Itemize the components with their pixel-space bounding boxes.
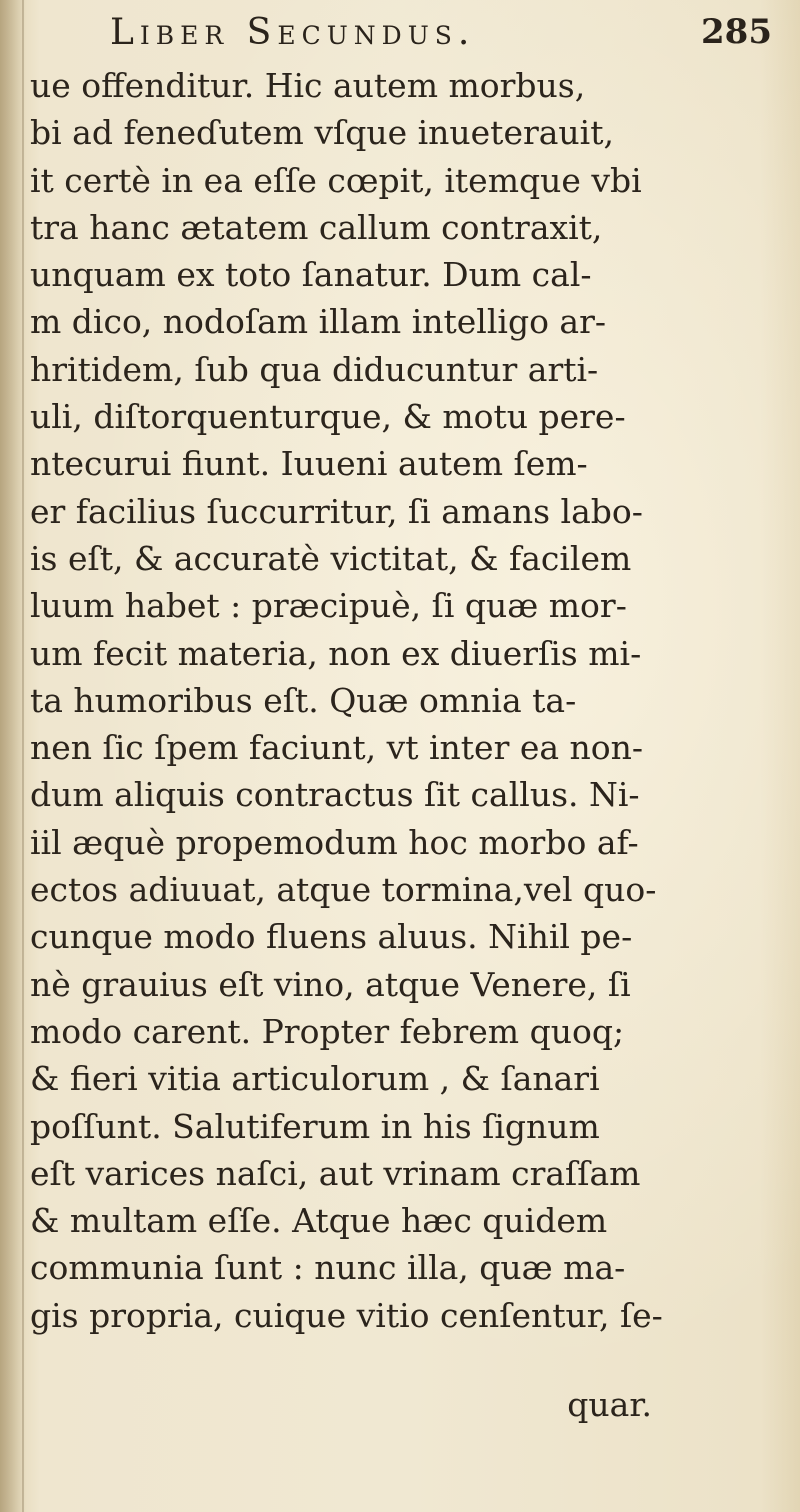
- text-line: ta humoribus eſt. Quæ omnia ta-: [30, 680, 577, 720]
- page-header: [0, 4, 800, 64]
- text-line: is eſt, & accuratè victitat, & facilem: [30, 538, 632, 578]
- text-line: ectos adiuuat, atque tormina,vel quo-: [30, 870, 657, 910]
- text-line: hritidem, ſub qua diducuntur arti-: [30, 349, 599, 389]
- running-head: Liber Secundus.: [110, 12, 476, 53]
- text-line: iil æquè propemodum hoc morbo af-: [30, 822, 639, 862]
- text-line: nen ſic ſpem faciunt, vt inter ea non-: [30, 728, 644, 768]
- text-line: luum habet : præcipuè, ſi quæ mor-: [30, 586, 627, 626]
- text-line: nè grauius eſt vino, atque Venere, ſi: [30, 964, 631, 1004]
- text-line: er facilius ſuccurritur, ſi amans labo-: [30, 491, 643, 531]
- binding-edge: [22, 0, 24, 1512]
- text-line: uli, diſtorquenturque, & motu pere-: [30, 397, 626, 437]
- text-line: ue offenditur. Hic autem morbus,: [30, 66, 586, 105]
- text-line: m dico, nodoſam illam intelligo ar-: [30, 302, 607, 342]
- page-number: 285: [701, 12, 772, 52]
- text-line: & multam eſſe. Atque hæc quidem: [30, 1201, 608, 1241]
- text-line: communia ſunt : nunc illa, quæ ma-: [30, 1248, 626, 1288]
- text-line: & fieri vitia articulorum , & ſanari: [30, 1059, 600, 1099]
- text-line: ntecurui fiunt. Iuueni autem ſem-: [30, 444, 588, 484]
- catchword: quar.: [567, 1385, 652, 1424]
- text-line: gis propria, cuique vitio cenſentur, ſe-: [30, 1295, 663, 1335]
- text-line: cunque modo fluens aluus. Nihil pe-: [30, 917, 633, 957]
- text-line: modo carent. Propter febrem quoq;: [30, 1011, 625, 1051]
- body-text: [30, 62, 800, 1339]
- text-line: eſt varices naſci, aut vrinam craſſam: [30, 1153, 641, 1193]
- text-line: unquam ex toto ſanatur. Dum cal-: [30, 255, 592, 295]
- text-line: bi ad feneɗutem vſque inueterauit,: [30, 113, 614, 153]
- text-line: um fecit materia, non ex diuerſis mi-: [30, 633, 642, 673]
- text-line: dum aliquis contractus ſit callus. Ni-: [30, 775, 640, 815]
- text-line: poſſunt. Salutiferum in his ſignum: [30, 1106, 600, 1146]
- text-line: it certè in ea eſſe cœpit, itemque vbi: [30, 160, 642, 200]
- text-line: tra hanc ætatem callum contraxit,: [30, 207, 603, 247]
